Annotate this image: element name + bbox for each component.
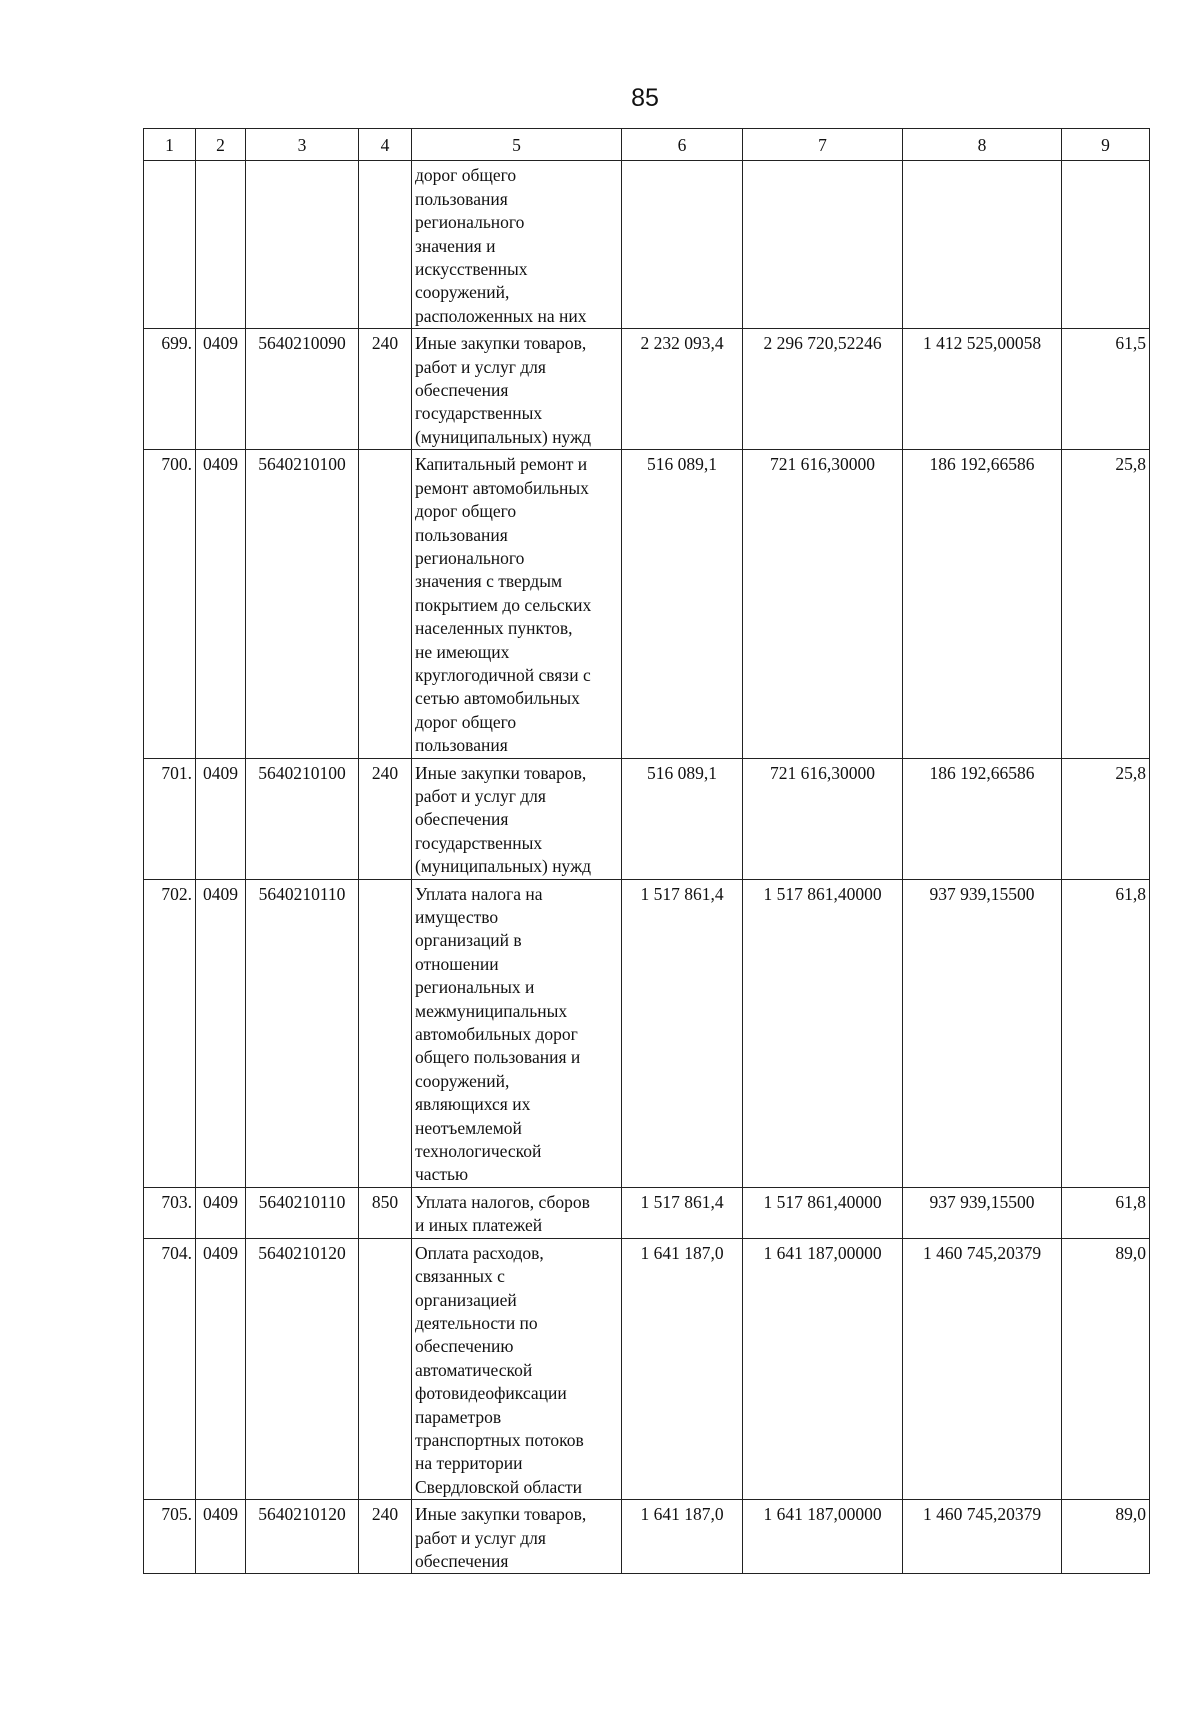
description-line: связанных с [415,1266,505,1287]
budget-list-amount-cell: 1 517 861,40000 [743,1187,903,1238]
section-code-cell: 0409 [196,758,246,879]
description-line: сетью автомобильных [415,688,580,709]
table-row [144,879,1150,1187]
section-code-cell: 0409 [196,1187,246,1238]
description-cell [412,450,622,758]
description-line: значения с твердым [415,571,563,592]
execution-percent-cell: 89,0 [1062,1500,1150,1574]
description-line: Иные закупки товаров, [415,333,587,354]
description-line: (муниципальных) нужд [415,856,592,877]
description-line: обеспечения [415,1550,509,1571]
executed-amount-cell: 1 460 745,20379 [903,1238,1062,1499]
description-line: организацией [415,1289,517,1310]
description-line: технологической [415,1141,542,1162]
description-line: населенных пунктов, [415,618,573,639]
expense-type-cell [359,1238,412,1499]
execution-percent-cell: 25,8 [1062,450,1150,758]
section-code-cell: 0409 [196,450,246,758]
expense-type-cell: 240 [359,1500,412,1574]
description-cell [412,1238,622,1499]
description-line: неотъемлемой [415,1117,522,1138]
description-line: Уплата налогов, сборов [415,1191,590,1212]
budget-list-amount-cell: 1 641 187,00000 [743,1500,903,1574]
table-row [144,1500,1150,1574]
column-header: 9 [1062,129,1150,161]
column-header: 3 [246,129,359,161]
execution-percent-cell: 61,8 [1062,879,1150,1187]
approved-amount-cell: 1 517 861,4 [622,879,743,1187]
approved-amount-cell: 1 517 861,4 [622,1187,743,1238]
description-line: не имеющих [415,641,510,662]
column-header: 1 [144,129,196,161]
column-header: 2 [196,129,246,161]
description-cell [412,1500,622,1574]
budget-table [143,128,1150,1574]
expense-type-cell [359,879,412,1187]
row-number-cell [144,161,196,329]
description-line: отношении [415,953,499,974]
description-line: дорог общего [415,165,517,186]
table-row [144,329,1150,450]
description-cell [412,1187,622,1238]
description-line: Иные закупки товаров, [415,1504,587,1525]
description-line: работ и услуг для [415,356,546,377]
description-line: государственных [415,832,543,853]
approved-amount-cell [622,161,743,329]
target-article-cell: 5640210110 [246,1187,359,1238]
column-header: 5 [412,129,622,161]
description-line: обеспечению [415,1336,514,1357]
budget-list-amount-cell: 1 517 861,40000 [743,879,903,1187]
section-code-cell: 0409 [196,1500,246,1574]
execution-percent-cell: 61,5 [1062,329,1150,450]
table-row [144,161,1150,329]
description-line: Иные закупки товаров, [415,762,587,783]
description-line: и иных платежей [415,1215,543,1236]
executed-amount-cell: 937 939,15500 [903,1187,1062,1238]
approved-amount-cell: 2 232 093,4 [622,329,743,450]
description-line: на территории [415,1453,523,1474]
budget-list-amount-cell: 721 616,30000 [743,450,903,758]
executed-amount-cell: 1 460 745,20379 [903,1500,1062,1574]
target-article-cell [246,161,359,329]
description-line: государственных [415,403,543,424]
approved-amount-cell: 1 641 187,0 [622,1238,743,1499]
description-line: межмуниципальных [415,1000,568,1021]
execution-percent-cell: 25,8 [1062,758,1150,879]
description-line: Свердловской области [415,1476,583,1497]
target-article-cell: 5640210100 [246,758,359,879]
description-line: работ и услуг для [415,785,546,806]
table-row [144,1187,1150,1238]
table-row [144,758,1150,879]
row-number-cell: 705. [144,1500,196,1574]
row-number-cell: 702. [144,879,196,1187]
description-line: частью [415,1164,469,1185]
executed-amount-cell [903,161,1062,329]
table-header-row [144,129,1150,161]
description-line: пользования [415,188,508,209]
description-line: имущество [415,907,499,927]
column-header: 7 [743,129,903,161]
description-cell [412,879,622,1187]
execution-percent-cell: 89,0 [1062,1238,1150,1499]
description-line: дорог общего [415,501,517,522]
target-article-cell: 5640210090 [246,329,359,450]
description-line: общего пользования и [415,1047,581,1068]
column-header: 8 [903,129,1062,161]
expense-type-cell [359,161,412,329]
description-line: сооружений, [415,1070,510,1091]
table-row [144,1238,1150,1499]
executed-amount-cell: 186 192,66586 [903,758,1062,879]
section-code-cell: 0409 [196,879,246,1187]
description-line: покрытием до сельских [415,594,592,615]
description-line: искусственных [415,259,528,280]
section-code-cell: 0409 [196,1238,246,1499]
section-code-cell: 0409 [196,329,246,450]
executed-amount-cell: 186 192,66586 [903,450,1062,758]
description-line: Капитальный ремонт и [415,454,588,475]
section-code-cell [196,161,246,329]
description-line: организаций в [415,930,522,951]
description-line: круглогодичной связи с [415,664,591,685]
description-line: обеспечения [415,809,509,830]
budget-list-amount-cell: 2 296 720,52246 [743,329,903,450]
description-line: пользования [415,735,508,756]
table-row [144,450,1150,758]
description-line: сооружений, [415,282,510,303]
description-line: расположенных на них [415,305,587,326]
description-line: региональных и [415,977,535,998]
row-number-cell: 701. [144,758,196,879]
description-line: ремонт автомобильных [415,477,589,498]
executed-amount-cell: 937 939,15500 [903,879,1062,1187]
row-number-cell: 700. [144,450,196,758]
approved-amount-cell: 516 089,1 [622,758,743,879]
row-number-cell: 704. [144,1238,196,1499]
approved-amount-cell: 516 089,1 [622,450,743,758]
description-cell [412,329,622,450]
description-line: регионального [415,212,525,233]
row-number-cell: 703. [144,1187,196,1238]
description-line: Оплата расходов, [415,1242,544,1263]
description-line: значения и [415,235,496,256]
description-line: (муниципальных) нужд [415,426,592,447]
description-line: фотовидеофиксации [415,1383,567,1404]
description-line: дорог общего [415,711,517,732]
description-line: пользования [415,524,508,545]
execution-percent-cell [1062,161,1150,329]
target-article-cell: 5640210120 [246,1500,359,1574]
target-article-cell: 5640210100 [246,450,359,758]
description-line: Уплата налога на [415,883,543,904]
expense-type-cell: 240 [359,758,412,879]
approved-amount-cell: 1 641 187,0 [622,1500,743,1574]
expense-type-cell: 850 [359,1187,412,1238]
description-line: деятельности по [415,1312,538,1333]
description-line: автоматической [415,1359,533,1380]
budget-list-amount-cell [743,161,903,329]
description-line: работ и услуг для [415,1527,546,1548]
description-line: регионального [415,547,525,568]
description-line: автомобильных дорог [415,1024,578,1045]
executed-amount-cell: 1 412 525,00058 [903,329,1062,450]
target-article-cell: 5640210110 [246,879,359,1187]
description-line: транспортных потоков [415,1429,584,1450]
execution-percent-cell: 61,8 [1062,1187,1150,1238]
description-cell [412,161,622,329]
column-header: 6 [622,129,743,161]
budget-list-amount-cell: 1 641 187,00000 [743,1238,903,1499]
table-body [144,161,1150,1574]
expense-type-cell [359,450,412,758]
budget-list-amount-cell: 721 616,30000 [743,758,903,879]
page-number: 85 [631,84,659,112]
column-header: 4 [359,129,412,161]
row-number-cell: 699. [144,329,196,450]
expense-type-cell: 240 [359,329,412,450]
description-cell [412,758,622,879]
description-line: параметров [415,1406,502,1427]
target-article-cell: 5640210120 [246,1238,359,1499]
description-line: являющихся их [415,1094,531,1115]
description-line: обеспечения [415,380,509,401]
